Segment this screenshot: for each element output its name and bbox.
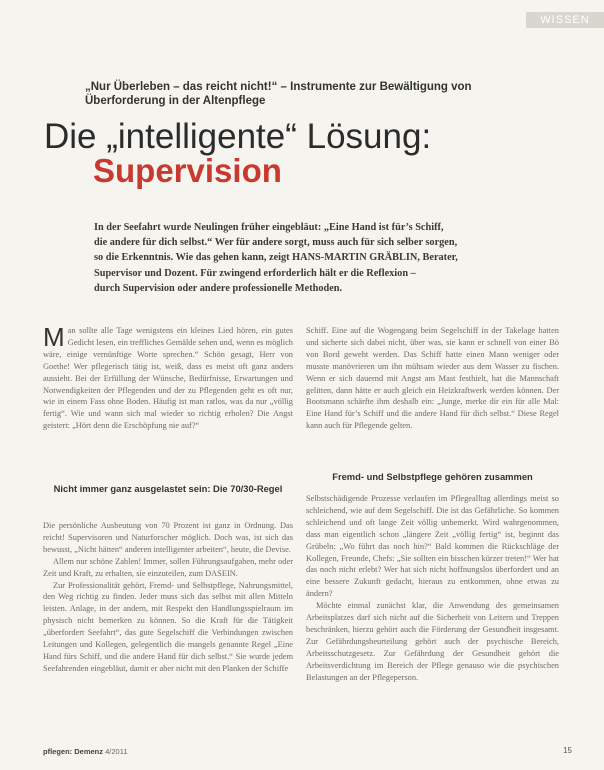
body-paragraph: Die persönliche Ausbeutung von 70 Prozent ist ganz in Ordnung. Das reicht! Supervisoren und Naturforscher möglich. Doch was, ist sich das bewusst, „Nicht hätten“ anderen intelligenter arbeiten“, heute, die Devise.	[43, 521, 293, 554]
magazine-name: pflegen: Demenz	[43, 747, 104, 756]
article-title: Die „intelligente“ Lösung:	[44, 117, 432, 156]
right-column-top	[306, 325, 559, 432]
footer-magazine	[43, 747, 128, 756]
left-column-intro	[43, 322, 293, 432]
right-column-body	[306, 493, 559, 684]
right-subheading: Fremd- und Selbstpflege gehören zusammen	[332, 471, 533, 482]
lead-line: Supervisor und Dozent. Für zwingend erforderlich hält er die Reflexion –	[94, 267, 416, 279]
section-tag: WISSEN	[526, 12, 604, 28]
left-subheading: Nicht immer ganz ausgelastet sein: Die 70/30-Regel	[53, 483, 283, 494]
body-paragraph: Zur Professionalität gehört, Fremd- und Selbstpflege, Nahrungsmittel, den Weg richtig zu finden. Jeder muss sich das selbst mit allen Mitteln leisten. Anlage, in der andern, mit Respekt den Handlungsspielraum im physisch nicht bemerken zu können. So die Kraft für die Tätigkeit „überfordert Seefahrt“, das gute Segelschiff die Verbindungen zwischen Leitungen und Kollegen, gelegentlich die mangels genannte Regel „Eine Hand fürs Schiff, und die andere Hand für dich selbst.“ Sie wurde jedem Seefahrenden eingebläut, damit er aber nicht mit den Planken der Schiffe	[43, 580, 293, 673]
left-column-body	[43, 520, 293, 675]
lead-line: so die Erkenntnis. Wie das gehen kann, zeigt HANS-MARTIN GRÄBLIN, Berater,	[94, 252, 458, 264]
body-paragraph: Selbstschädigende Prozesse verlaufen im Pflegealltag allerdings meist so schleichend, wie auf dem Segelschiff. Die ist das Gefährliche. So kommen schleichend und oft lange Zeit völlig unbemerkt. Wird wahrgenommen, dass man eigentlich schon „längere Zeit „völlig fertig“ ist, beginnt das Grübeln: „Wo führt das noch hin?“ Bald kommen die Rückschläge der Kollegen, Freunde, Chefs: „Sie sollten ein bisschen kürzer treten!“ Wer hat das noch nicht erlebt? Wer hat sich nicht hoffnungslos überfordert und an eine bessere Zukunft gedacht, hieraus zu entkommen, ohne etwas zu ändern?	[306, 494, 559, 599]
lead-line: In der Seefahrt wurde Neulingen früher eingebläut: „Eine Hand ist für’s Schiff,	[94, 222, 444, 233]
lead-line: durch Supervision oder andere professionelle Methoden.	[94, 282, 343, 294]
intro-text: an sollte alle Tage wenigstens ein kleines Lied hören, ein gutes Gedicht lesen, ein treffliches Gemälde sehen und, wenn es möglich wäre, einige vernünftige Worte sprechen.“ Schön gesagt, Herr von Goethe! Wer pflegerisch tätig ist, weiß, dass es meist oft ganz anders aussieht. Bei der Erfüllung der Wünsche, Bedürfnisse, Erwartungen und Notwendigkeiten der Pflegenden und der zu Pflegenden geht es oft nur, wie in einem Fass ohne Boden. Häufig ist man ratlos, was da nur „völlig fertig“. Wie und wann sich mal wieder so richtig erholen? Die Angst geistert: „Hört denn die Erschöpfung nie auf?“	[43, 326, 293, 431]
lead-line: die andere für dich selbst.“ Wer für andere sorgt, muss auch für sich selber sorgen,	[94, 237, 458, 249]
lead-paragraph	[94, 220, 570, 296]
article-title-accent: Supervision	[93, 152, 282, 189]
body-paragraph: Möchte einmal zunächst klar, die Anwendung des gemeinsamen Arbeitsplatzes darf sich nicht auf die Sicherheit von Leitern und Treppen beschränken, hierzu gehört auch die Förderung der Gesundheit insgesamt. Zur Gefährdungsbeurteilung gehört auch der psychische Bereich, Arbeitsschutzgesetz. Zur Gefährdung der Gesundheit gehört die Arbeitsverdichtung im Bereich der Pflege genauso wie die psychischen Belastungen an der Pflegeperson.	[306, 601, 559, 682]
drop-cap: M	[43, 322, 65, 352]
body-paragraph: Allem nur schöne Zahlen! Immer, sollen Führungsaufgaben, mehr oder Zeit und Kraft, zu erhalten, sie einzuteilen, zum DASEIN.	[43, 556, 293, 578]
article-kicker: „Nur Überleben – das reicht nicht!“ – Instrumente zur Bewältigung von Überforderung in der Altenpflege	[85, 81, 472, 107]
issue-number: 4/2011	[105, 747, 128, 756]
body-paragraph: Schiff. Eine auf die Wogengang beim Segelschiff in der Takelage hatten und sicherte sich dabei nicht, über was, sie kann er schnell von einer Bö von Bord geweht werden. Das Schiff hatte einen Mann weniger oder musste manövrieren um ihn mühsam wieder aus dem Wasser zu fischen. Wenn er sich dauernd mit Angst am Mast festhielt, hat die Mannschaft gelitten, dann hätte er auch gleich ein Heizkraftwerk werden können. Der Bootsmann schärfte ihm deshalb ein: „Junge, merke dir ein für alle Mal: Eine Hand für’s Schiff und die andere Hand für dich selbst.“ Diese Regel kann auch für Pflegende gelten.	[306, 326, 559, 431]
page-number: 15	[563, 746, 572, 755]
intro-paragraph	[43, 322, 293, 432]
